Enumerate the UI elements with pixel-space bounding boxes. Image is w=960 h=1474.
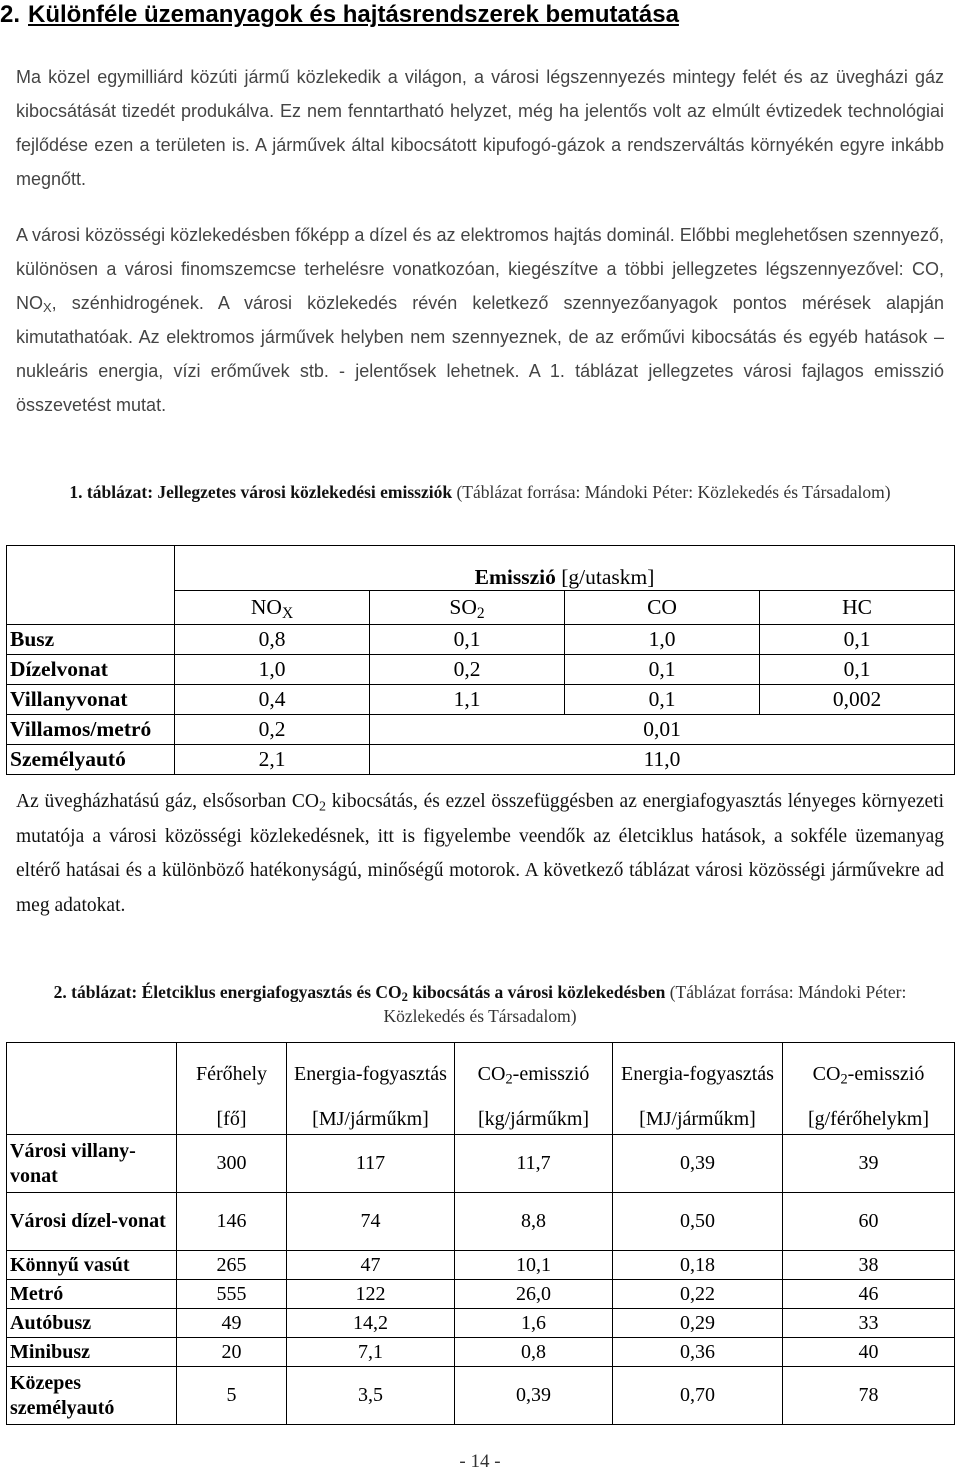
column-header: $NO_X$	[175, 591, 370, 625]
row-label: Városi dízel-vonat	[7, 1193, 177, 1251]
table-cell: 0,002	[760, 685, 955, 715]
row-label: Metró	[7, 1280, 177, 1309]
table-cell: 38	[783, 1251, 955, 1280]
table-cell: 1,0	[175, 655, 370, 685]
table-cell: 39	[783, 1135, 955, 1193]
table-cell: 47	[287, 1251, 455, 1280]
table-cell: 3,5	[287, 1367, 455, 1425]
table1-caption: 1. táblázat: Jellegzetes városi közlekedési emissziók (Táblázat forrása: Mándoki Péter: Közlekedés és Társadalom)	[69, 482, 891, 502]
table-cell: 117	[287, 1135, 455, 1193]
table-cell: 74	[287, 1193, 455, 1251]
table-cell: 0,8	[175, 625, 370, 655]
table-row	[7, 1309, 955, 1338]
table-cell: 0,2	[370, 655, 565, 685]
table-cell: 1,6	[455, 1309, 613, 1338]
emission-table	[6, 545, 955, 775]
table-cell: 300	[177, 1135, 287, 1193]
table-row	[7, 1251, 955, 1280]
intro-paragraph: Ma közel egymilliárd közúti jármű közlekedik a világon, a városi légszennyezés mintegy felét és az üvegházi gáz kibocsátását tizedét produkálva. Ez nem fenntartható helyzet, még ha jelentős volt az elmúlt évtizedek technológiai fejlődése ezen a területen is. A járművek által kibocsátott kipufogó-gázok a rendszerváltás környékén egyre inkább megnőtt.	[16, 67, 944, 189]
row-label: Busz	[7, 625, 175, 655]
table-cell: 0,8	[455, 1338, 613, 1367]
column-header: $CO_2$-emisszió	[455, 1043, 613, 1106]
table-cell: 46	[783, 1280, 955, 1309]
table-cell: 10,1	[455, 1251, 613, 1280]
column-header: $SO_2$	[370, 591, 565, 625]
row-label: Dízelvonat	[7, 655, 175, 685]
table-cell: 122	[287, 1280, 455, 1309]
table-row	[7, 1338, 955, 1367]
table-cell: 0,1	[370, 625, 565, 655]
table-cell: 14,2	[287, 1309, 455, 1338]
lifecycle-table	[6, 1042, 955, 1425]
section-title: Különféle üzemanyagok és hajtásrendszerek bemutatása	[28, 1, 679, 28]
table-cell: 2,1	[175, 745, 370, 775]
table-cell: 0,39	[455, 1367, 613, 1425]
table-cell: 0,29	[613, 1309, 783, 1338]
table-header-row	[7, 591, 955, 625]
table-cell: 0,01	[565, 715, 760, 745]
table-cell: 1,1	[370, 685, 565, 715]
row-label: Minibusz	[7, 1338, 177, 1367]
table-cell: 0,1	[760, 655, 955, 685]
row-label: Villamos/metró	[7, 715, 175, 745]
unit-cell: [kg/járműkm]	[455, 1105, 613, 1135]
table-cell: 0,18	[613, 1251, 783, 1280]
table-cell: 0,1	[760, 625, 955, 655]
table-cell: 0,39	[613, 1135, 783, 1193]
table-header-row	[7, 1043, 955, 1106]
column-header: Energia-fogyasztás	[613, 1043, 783, 1106]
table-row	[7, 1193, 955, 1251]
table-cell	[370, 715, 565, 745]
table-row	[7, 1280, 955, 1309]
table-cell: 8,8	[455, 1193, 613, 1251]
table-cell: 0,22	[613, 1280, 783, 1309]
energy-paragraph: Az üvegházhatású gáz, elsősorban $CO_2$ kibocsátás, és ezzel összefüggésben az energiafogyasztás lényeges környezeti mutatója a városi közösségi közlekedésnek, itt is figyelembe veendők az életciklus hatások, a sokféle üzemanyag eltérő hatásai és a különböző hatékonyságú, minőségű motorok. A következő táblázat városi közösségi járművekre ad meg adatokat.	[16, 791, 944, 916]
table-cell: 7,1	[287, 1338, 455, 1367]
unit-cell: [g/férőhelykm]	[783, 1105, 955, 1135]
emission-group-header: Emisszió [g/utaskm]	[175, 546, 955, 591]
table-cell: 1,0	[565, 625, 760, 655]
table-cell	[760, 745, 955, 775]
table-row	[7, 1135, 955, 1193]
table-row	[7, 685, 955, 715]
table-unit-row	[7, 1105, 955, 1135]
table-cell: 33	[783, 1309, 955, 1338]
table-cell: 0,4	[175, 685, 370, 715]
row-label: Villanyvonat	[7, 685, 175, 715]
table-row	[7, 625, 955, 655]
column-header: Férőhely	[177, 1043, 287, 1106]
table-row	[7, 745, 955, 775]
table-cell: 0,70	[613, 1367, 783, 1425]
table-cell: 146	[177, 1193, 287, 1251]
table-cell: 26,0	[455, 1280, 613, 1309]
table-cell: 11,7	[455, 1135, 613, 1193]
table-row	[7, 715, 955, 745]
table-cell: 555	[177, 1280, 287, 1309]
page-number: - 14 -	[459, 1451, 501, 1472]
table-cell: 49	[177, 1309, 287, 1338]
unit-cell: [MJ/járműkm]	[613, 1105, 783, 1135]
table-cell: 265	[177, 1251, 287, 1280]
table-cell: 0,36	[613, 1338, 783, 1367]
section-number: 2.	[0, 1, 21, 28]
table-cell: 40	[783, 1338, 955, 1367]
column-header: $CO_2$-emisszió	[783, 1043, 955, 1106]
table-cell: 5	[177, 1367, 287, 1425]
table-cell: 0,50	[613, 1193, 783, 1251]
table-cell: 11,0	[565, 745, 760, 775]
table-row	[7, 1367, 955, 1425]
public-transport-paragraph: A városi közösségi közlekedésben főképp a dízel és az elektromos hajtás dominál. Előbbi meglehetősen szennyező, különösen a városi finomszemcse terhelésre vonatkozóan, kiegészítve a többi jellegzetes légszennyezővel: CO, $NO_X$, szénhidrogének. A városi közlekedés révén keletkező szennyezőanyagok pontos mérések alapján kimutathatóak. Az elektromos járművek helyben nem szennyeznek, de az erőművi kibocsátás és egyéb hatások – nukleáris energia, vízi erőművek stb. - jelentősek lehetnek. A 1. táblázat jellegzetes városi fajlagos emisszió összevetést mutat.	[16, 225, 944, 415]
row-label: Közepes személyautó	[7, 1367, 177, 1425]
table-cell: 0,2	[175, 715, 370, 745]
table-cell	[760, 715, 955, 745]
column-header: HC	[760, 591, 955, 625]
table-header-row	[7, 546, 955, 591]
table-cell: 20	[177, 1338, 287, 1367]
unit-cell: [fő]	[177, 1105, 287, 1135]
table-cell: 78	[783, 1367, 955, 1425]
table-cell: 60	[783, 1193, 955, 1251]
unit-cell: [MJ/járműkm]	[287, 1105, 455, 1135]
table-row	[7, 655, 955, 685]
row-label: Városi villany-vonat	[7, 1135, 177, 1193]
section-heading	[0, 0, 679, 30]
column-header: CO	[565, 591, 760, 625]
row-label: Autóbusz	[7, 1309, 177, 1338]
row-label: Könnyű vasút	[7, 1251, 177, 1280]
table-cell	[370, 745, 565, 775]
table-cell: 0,1	[565, 655, 760, 685]
row-label: Személyautó	[7, 745, 175, 775]
column-header: Energia-fogyasztás	[287, 1043, 455, 1106]
table-cell: 0,1	[565, 685, 760, 715]
table2-caption: 2. táblázat: Életciklus energiafogyasztás és $CO_2$ kibocsátás a városi közlekedésben (Táblázat forrása: Mándoki Péter: Közlekedés és Társadalom)	[53, 982, 907, 1026]
